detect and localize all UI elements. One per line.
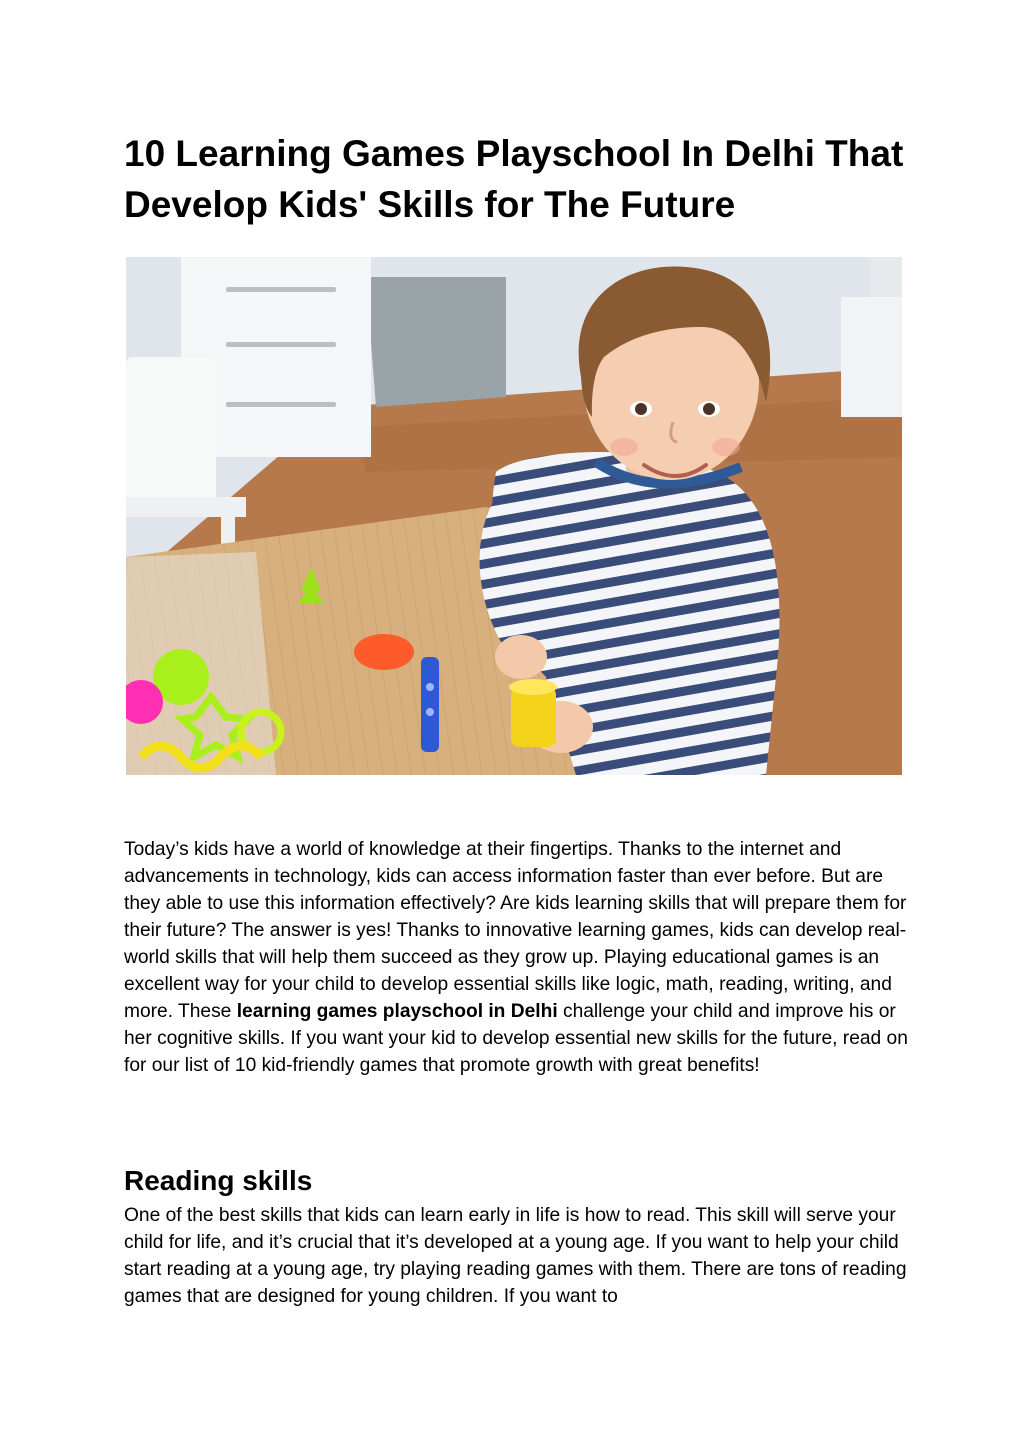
intro-text-before: Today’s kids have a world of knowledge at their fingertips. Thanks to the internet and advancements in technology, kids can access information faster than ever before. But are they able to use this information effectively? Are kids learning skills that will prepare them for their future? The answer is yes! Thanks to innovative learning games, kids can develop real-world skills that will help them succeed as they grow up. Playing educational games is an excellent way for your child to develop essential skills like logic, math, reading, writing, and more. These	[124, 839, 907, 1022]
intro-paragraph	[124, 836, 914, 1079]
section-paragraph-reading-skills: One of the best skills that kids can learn early in life is how to read. This skill will serve your child for life, and it’s crucial that it’s developed at a young age. If you want to help your child start reading at a young age, try playing reading games with them. There are tons of reading games that are designed for young children. If you want to	[124, 1205, 907, 1307]
document-title: 10 Learning Games Playschool In Delhi That Develop Kids' Skills for The Future	[124, 133, 904, 225]
section-heading-reading-skills: Reading skills	[124, 1165, 313, 1196]
hero-photo	[126, 257, 902, 775]
child-playing-playdough-illustration	[126, 257, 902, 775]
intro-text-after: challenge your child and improve his or her cognitive skills. If you want your kid to develop essential new skills for the future, read on for our list of 10 kid-friendly games that promote growth with great benefits!	[124, 1001, 908, 1076]
intro-keyword-bold: learning games playschool in Delhi	[236, 1001, 558, 1022]
